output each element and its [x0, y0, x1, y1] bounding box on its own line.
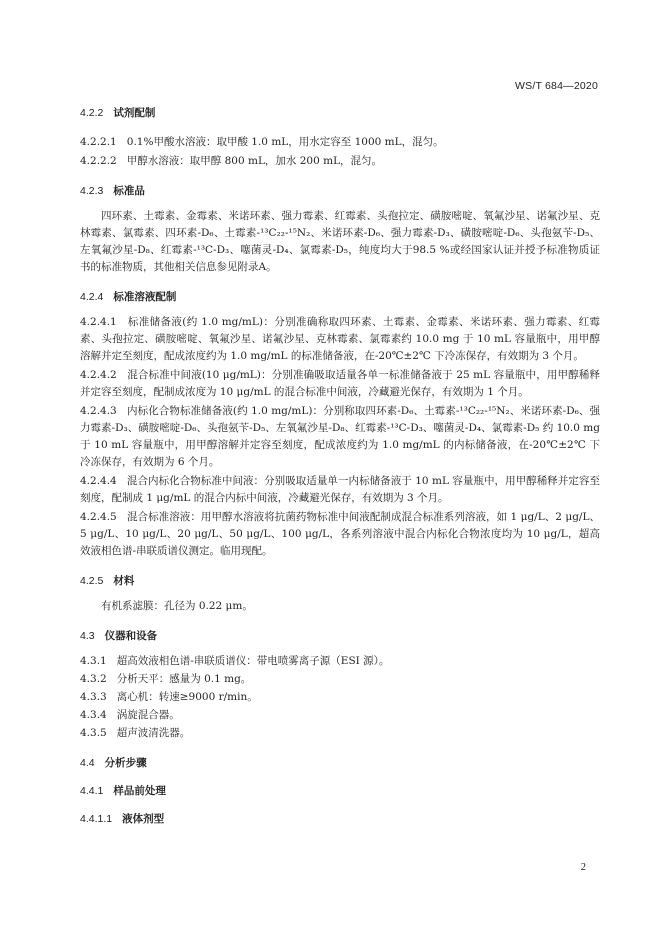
clause-4-3-4: 4.3.4 涡旋混合器。	[80, 709, 180, 721]
document-code-header: WS/T 684—2020	[515, 80, 598, 92]
heading-4-4-1: 4.4.1 样品前处理	[80, 785, 166, 797]
standards-paragraph: 四环素、土霉素、金霉素、米诺环素、强力霉素、红霉素、头孢拉定、磺胺嘧啶、氧氟沙星、诺氟沙星、克林霉素、氯霉素、四环素-D₆、土霉素-¹³C₂₂-¹⁵N₂、米诺环素-D₆、强力霉素-D₃、磺胺嘧啶-D₆、头孢氨苄-D₅、左氧氟沙星-D₈、红霉素-¹³C-D₃、噻菌灵-D₄、氯霉素-D₅，纯度均大于98.5 %或经国家认证并授予标准物质证书的标准物质，其他相关信息参见附录A。	[80, 210, 600, 273]
clause-4-2-4-5: 4.2.4.5 混合标准溶液：用甲醇水溶液将抗菌药物标准中间液配制成混合标准系列溶液，如 1 μg/L、2 μg/L、5 μg/L、10 μg/L、20 μg/L、50 μg/L、100 μg/L，各系列溶液中混合内标化合物浓度均为 10 μg/L，超高效液相色谱-串联质谱仪测定。临用现配。	[80, 511, 601, 557]
clause-4-3-1: 4.3.1 超高效液相色谱-串联质谱仪：带电喷雾离子源（ESI 源）。	[80, 655, 390, 667]
clause-4-2-4-1: 4.2.4.1 标准储备液(约 1.0 mg/mL)：分别准确称取四环素、土霉素、金霉素、米诺环素、强力霉素、红霉素、头孢拉定、磺胺嘧啶、氧氟沙星、诺氟沙星、克林霉素、氯霉素约 10.0 mg 于 10 mL 容量瓶中，用甲醇溶解并定至刻度，配成浓度约为 1.0 mg/mL 的标准储备液，在-20℃±2℃ 下冷冻保存，有效期为 3 个月。	[80, 316, 600, 362]
heading-4-2-2: 4.2.2 试剂配制	[80, 107, 156, 119]
page-number: 2	[580, 862, 586, 873]
clause-4-3-5: 4.3.5 超声波清洗器。	[80, 727, 191, 739]
materials-paragraph: 有机系滤膜：孔径为 0.22 μm。	[101, 600, 253, 612]
heading-4-3: 4.3 仪器和设备	[80, 630, 158, 642]
clause-4-3-3: 4.3.3 离心机：转速≥9000 r/min。	[80, 691, 258, 703]
document-body	[80, 105, 600, 826]
heading-4-2-4: 4.2.4 标准溶液配制	[80, 291, 177, 303]
clause-4-2-4-2: 4.2.4.2 混合标准中间液(10 μg/mL)：分别准确吸取适量各单一标准储备液于 25 mL 容量瓶中，用甲醇稀释并定容至刻度，配制成浓度为 10 μg/mL 的混合标准中间液，冷藏避光保存，有效期为 1 个月。	[80, 369, 600, 398]
clause-4-3-2: 4.3.2 分析天平：感量为 0.1 mg。	[80, 673, 252, 685]
heading-4-2-3: 4.2.3 标准品	[80, 185, 145, 197]
clause-4-2-2-2: 4.2.2.2 甲醇水溶液：取甲醇 800 mL，加水 200 mL，混匀。	[80, 155, 383, 167]
heading-4-4: 4.4 分析步骤	[80, 757, 147, 769]
clause-4-2-2-1: 4.2.2.1 0.1%甲酸水溶液：取甲酸 1.0 mL，用水定容至 1000 mL，混匀。	[80, 136, 444, 148]
clause-4-2-4-3: 4.2.4.3 内标化合物标准储备液(约 1.0 mg/mL)：分别称取四环素-D₆、土霉素-¹³C₂₂-¹⁵N₂、米诺环素-D₆、强力霉素-D₃、磺胺嘧啶-D₆、头孢氨苄-D₅、左氧氟沙星-D₈、红霉素-¹³C-D₃、噻菌灵-D₄、氯霉素-D₅ 约 10.0 mg 于 10 mL 容量瓶中，用甲醇溶解并定容至刻度，配成浓度约为 1.0 mg/mL 的内标储备液，在-20℃±2℃ 下冷冻保存，有效期为 6 个月。	[80, 405, 601, 468]
heading-4-2-5: 4.2.5 材料	[80, 575, 135, 587]
heading-4-4-1-1: 4.4.1.1 液体剂型	[80, 813, 165, 825]
clause-4-2-4-4: 4.2.4.4 混合内标化合物标准中间液：分别吸取适量单一内标储备液于 10 mL 容量瓶中，用甲醇稀释并定容至刻度，配制成 1 μg/mL 的混合内标中间液，冷藏避光保存，有效期为 3 个月。	[80, 475, 600, 504]
